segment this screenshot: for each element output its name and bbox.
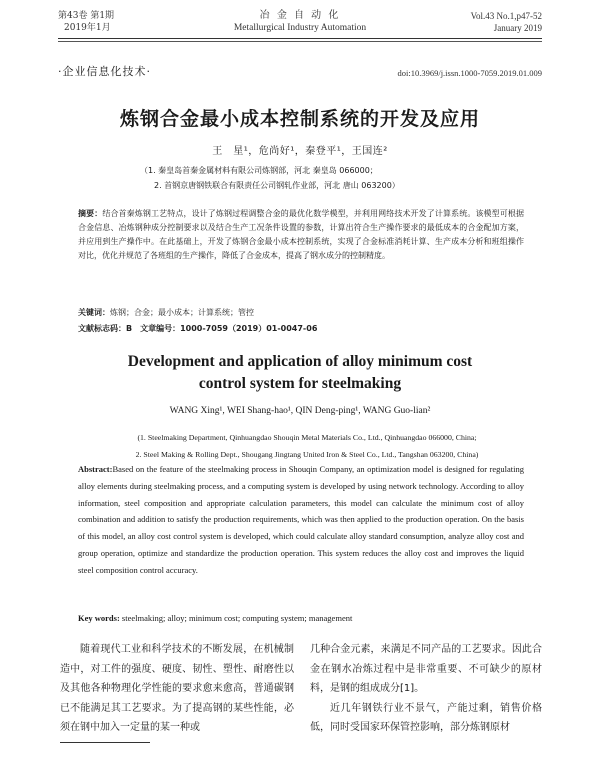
abstract-cn [78,207,524,263]
title-en [0,351,600,395]
title-en-line1: Development and application of alloy minimum cost [127,353,473,370]
body-right-column [310,640,542,738]
affiliation-en-2: 2. Steel Making & Rolling Dept., Shougang Jingtang United Iron & Steel Co., Ltd., Tangshan 063200, China) [135,450,479,459]
keywords-cn [78,306,524,320]
title-en-line2: control system for steelmaking [198,375,402,392]
body-left-column [60,640,294,738]
journal-volume: 第43卷 第1期 [58,11,115,21]
affiliation-en-1: (1. Steelmaking Department, Qinhuangdao Shouqin Metal Materials Co., Ltd., Qinhuangdao 066000, China; [137,433,477,442]
footnote-rule [60,742,150,743]
abstract-en-text: Based on the feature of the steelmaking process in Shouqin Company, an optimization model is designed for regulating alloy elements during steelmaking process, and a computing system is developed by using network technology. According to alloy information, steel composition and appropriate calculation parameters, this model can calculate the minimum cost of alloy combination and addition to satisfy the production requirements, which was then applied to the production operation. On the basis of this model, an alloy cost control system is developed, which could calculate alloy standard consumption, analyze alloy cost and group operation, optimize and standardize the production operation. This system reduces the alloy cost and improves the liquid steel composition control accuracy. [78,464,524,575]
abstract-cn-text: 结合首秦炼钢工艺特点，设计了炼钢过程调整合金的最优化数学模型，并利用网络技术开发了计算系统。该模型可根据合金信息、冶炼钢种成分控制要求以及结合生产工况条件设置的参数，计算出符合生产操作要求的最低成本的合金配加方案，并应用到生产操作中。在此基础上，开发了炼钢合金最小成本控制系统，实现了合金标准消耗计算、生产成本分析和班组操作对比，优化并规范了各班组的生产操作，降低了合金成本，提高了钢水成分的控制精度。 [78,209,525,260]
keywords-en-text: steelmaking; alloy; minimum cost; computing system; management [121,613,353,623]
body-left-text: 随着现代工业和科学技术的不断发展，在机械制造中，对工件的强度、硬度、韧性、塑性、耐磨性以及其他各种物理化学性能的要求愈来愈高，普通碳钢已不能满足其工艺要求。为了提高钢的某些性能，必须在钢中加入一定量的某一种或 [60,644,294,733]
keywords-en [78,610,524,627]
journal-name-cn: 冶 金 自 动 化 [259,10,341,21]
title-cn: 炼钢合金最小成本控制系统的开发及应用 [119,108,480,130]
abstract-en-label: Abstract: [78,464,113,474]
journal-pages [420,10,542,34]
keywords-en-label: Key words: [78,613,120,623]
doi: doi:10.3969/j.issn.1000-7059.2019.01.009 [397,68,542,78]
abstract-cn-label: 摘要： [78,209,103,218]
journal-vol-pages: Vol.43 No.1,p47-52 [470,11,542,21]
affiliation-cn-2: 2. 首钢京唐钢铁联合有限责任公司钢轧作业部，河北 唐山 063200） [154,181,400,190]
body-right-p2: 近几年钢铁行业不景气，产能过剩，销售价格低，同时受国家环保管控影响，部分炼钢原材 [310,702,542,733]
journal-date: 2019年1月 [64,23,111,33]
body-right-p1: 几种合金元素，来满足不同产品的工艺要求。因此合金在钢水冶炼过程中是非常重要、不可缺少的原材料，是钢的组成成分[1]。 [310,644,542,694]
journal-name-en: Metallurgical Industry Automation [233,23,367,33]
column-tag: ·企业信息化技术· [58,65,151,78]
affiliation-cn-1: （1. 秦皇岛首秦金属材料有限公司炼钢部，河北 秦皇岛 066000； [140,166,378,175]
journal-month: January 2019 [493,23,542,33]
journal-issue [58,10,178,34]
header-divider-thin [58,41,542,42]
affiliations-cn [140,163,500,193]
affiliations-en [62,429,552,463]
classification-cn: 文献标志码：B 文章编号：1000-7059（2019）01-0047-06 [78,324,318,333]
authors-cn: 王 星¹，危尚好¹，秦登平¹，王国连² [212,146,388,157]
keywords-cn-text: 炼钢；合金；最小成本；计算系统；管控 [110,308,254,317]
keywords-cn-label: 关键词： [78,308,110,317]
abstract-en [78,461,524,579]
authors-en: WANG Xing¹, WEI Shang-hao¹, QIN Deng-ping¹, WANG Guo-lian² [169,406,431,416]
header-divider [58,38,542,39]
journal-name [200,10,400,34]
